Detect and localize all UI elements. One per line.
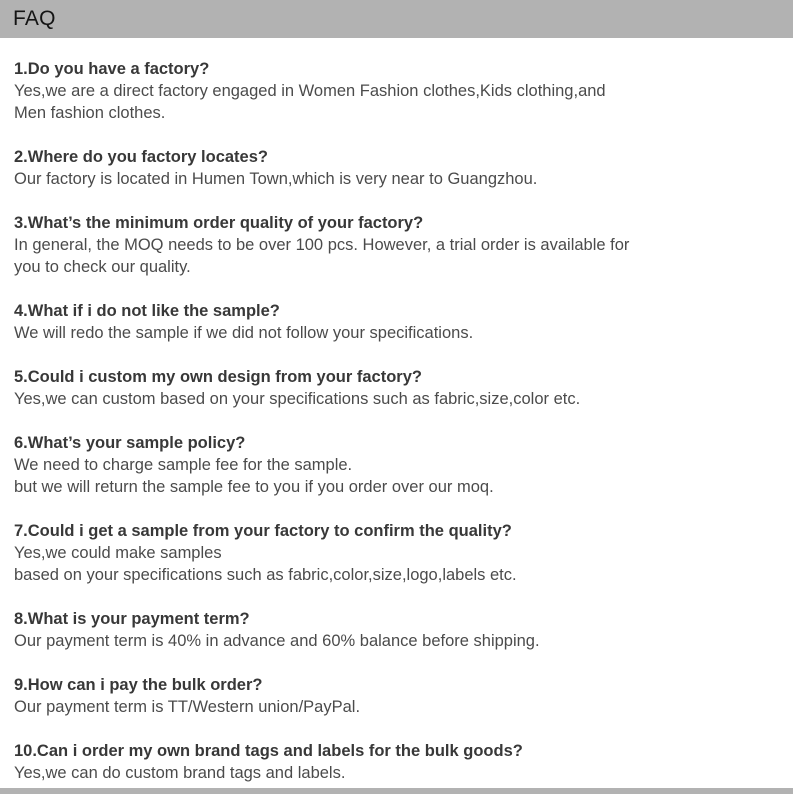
faq-question: 9.How can i pay the bulk order? — [14, 676, 263, 694]
faq-question: 1.Do you have a factory? — [14, 60, 210, 78]
faq-question: 6.What’s your sample policy? — [14, 434, 246, 452]
faq-answer-line: We will redo the sample if we did not follow your specifications. — [14, 324, 474, 342]
faq-item — [14, 366, 783, 410]
faq-answer-line: We need to charge sample fee for the sample. — [14, 456, 353, 474]
faq-answer-line: Men fashion clothes. — [14, 104, 166, 122]
page-title: FAQ — [13, 7, 56, 30]
faq-question: 7.Could i get a sample from your factory to confirm the quality? — [14, 522, 512, 540]
faq-answer-line: Yes,we can custom based on your specifications such as fabric,size,color etc. — [14, 390, 581, 408]
faq-answer-line: Our factory is located in Humen Town,which is very near to Guangzhou. — [14, 170, 538, 188]
faq-answer-line: you to check our quality. — [14, 258, 191, 276]
faq-list — [0, 38, 793, 784]
faq-question: 2.Where do you factory locates? — [14, 148, 268, 166]
faq-question: 4.What if i do not like the sample? — [14, 302, 280, 320]
faq-answer-line: Our payment term is 40% in advance and 60% balance before shipping. — [14, 632, 540, 650]
faq-answer-line: Our payment term is TT/Western union/PayPal. — [14, 698, 361, 716]
faq-item — [14, 520, 783, 586]
faq-item — [14, 608, 783, 652]
faq-item — [14, 146, 783, 190]
faq-answer-line: Yes,we could make samples — [14, 544, 222, 562]
faq-question: 10.Can i order my own brand tags and labels for the bulk goods? — [14, 742, 523, 760]
faq-question: 3.What’s the minimum order quality of your factory? — [14, 214, 424, 232]
faq-item — [14, 740, 783, 784]
faq-answer-line: In general, the MOQ needs to be over 100 pcs. However, a trial order is available for — [14, 236, 630, 254]
faq-item — [14, 58, 783, 124]
faq-answer-line: but we will return the sample fee to you if you order over our moq. — [14, 478, 494, 496]
faq-item — [14, 300, 783, 344]
faq-answer-line: based on your specifications such as fabric,color,size,logo,labels etc. — [14, 566, 517, 584]
faq-question: 8.What is your payment term? — [14, 610, 250, 628]
faq-item — [14, 674, 783, 718]
footer-divider — [0, 788, 793, 794]
faq-answer-line: Yes,we are a direct factory engaged in Women Fashion clothes,Kids clothing,and — [14, 82, 606, 100]
faq-header-bar — [0, 0, 793, 38]
faq-item — [14, 432, 783, 498]
faq-item — [14, 212, 783, 278]
faq-question: 5.Could i custom my own design from your factory? — [14, 368, 422, 386]
faq-answer-line: Yes,we can do custom brand tags and labels. — [14, 764, 346, 782]
